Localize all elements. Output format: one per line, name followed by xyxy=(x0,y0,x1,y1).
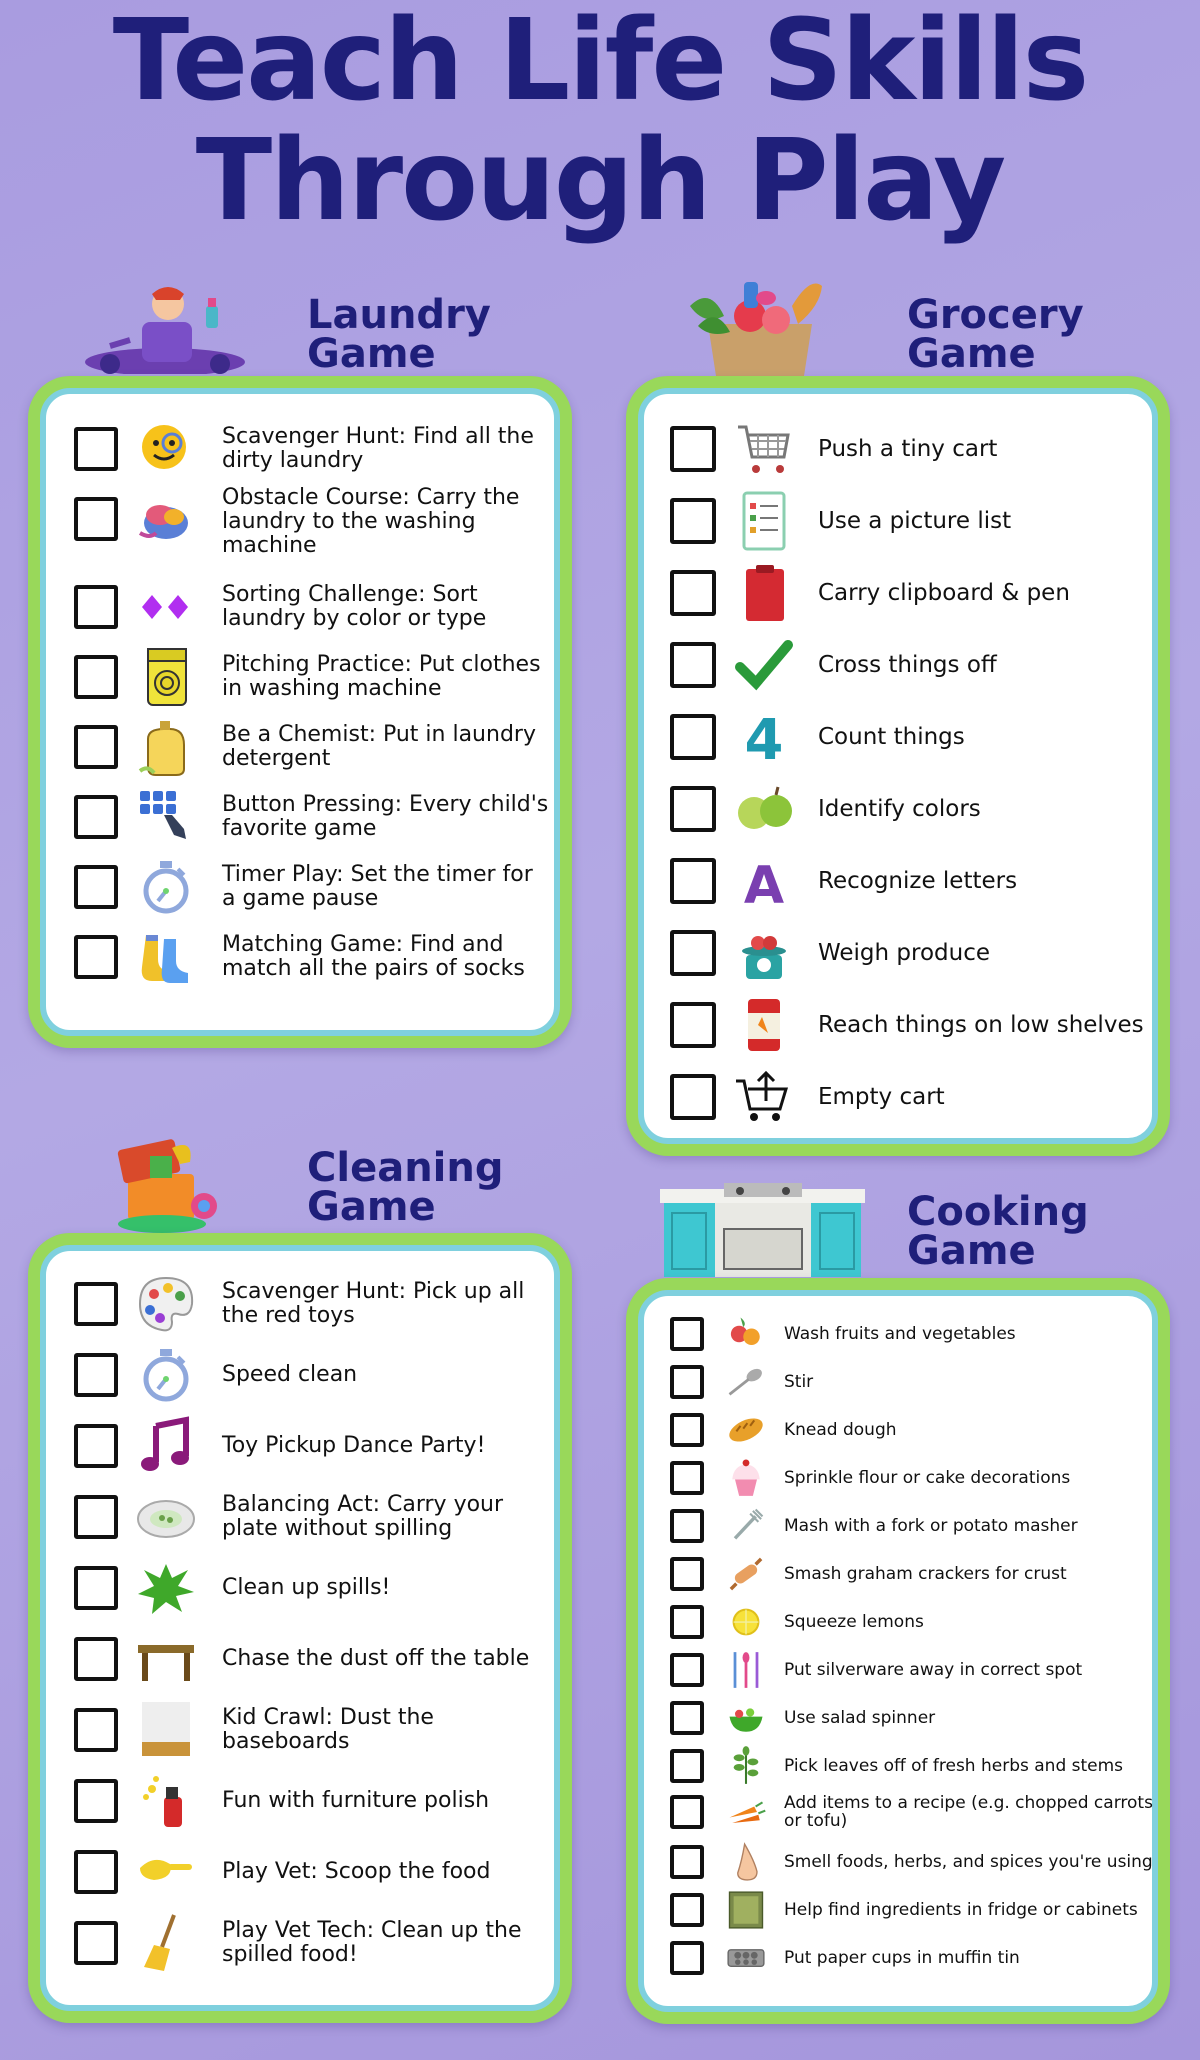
laundry-checkbox[interactable] xyxy=(74,725,118,769)
cooking-item-label: Wash fruits and vegetables xyxy=(784,1324,1016,1344)
cleaning-checkbox[interactable] xyxy=(74,1424,118,1468)
cooking-item-label: Knead dough xyxy=(784,1420,897,1440)
laundry-item xyxy=(46,416,554,482)
laundry-checkbox[interactable] xyxy=(74,935,118,979)
cleaning-item xyxy=(46,1555,554,1621)
cooking-item xyxy=(644,1790,1152,1834)
rolling-pin-icon xyxy=(724,1552,768,1596)
fork-icon xyxy=(724,1504,768,1548)
paint-palette-icon xyxy=(134,1272,198,1336)
laundry-item-label: Button Pressing: Every child's favorite game xyxy=(222,792,549,841)
cooking-checkbox[interactable] xyxy=(670,1509,704,1543)
grocery-checkbox[interactable] xyxy=(670,498,716,544)
cleaning-item-label: Play Vet: Scoop the food xyxy=(222,1859,491,1884)
grocery-item xyxy=(644,704,1152,770)
laundry-item xyxy=(46,714,554,780)
table-icon xyxy=(134,1627,198,1691)
cooking-checkbox[interactable] xyxy=(670,1365,704,1399)
cooking-item-label: Smash graham crackers for crust xyxy=(784,1564,1067,1584)
cooking-checkbox[interactable] xyxy=(670,1557,704,1591)
cooking-item xyxy=(644,1888,1152,1932)
laundry-item xyxy=(46,924,554,990)
cooking-checklist-card xyxy=(638,1290,1158,2012)
letter-a-icon xyxy=(732,849,796,913)
toy-box-illustration xyxy=(110,1134,222,1234)
grocery-title-line-2: Game xyxy=(907,331,1036,377)
smiley-magnifier-icon xyxy=(134,417,198,481)
page-title-line-2: Through Play xyxy=(195,116,1005,246)
cooking-checkbox[interactable] xyxy=(670,1845,704,1879)
clipboard-icon xyxy=(732,561,796,625)
socks-icon xyxy=(134,925,198,989)
cleaning-checkbox[interactable] xyxy=(74,1921,118,1965)
timer-icon xyxy=(134,855,198,919)
washing-machine-icon xyxy=(134,645,198,709)
laundry-item-label: Sorting Challenge: Sort laundry by color or type xyxy=(222,582,487,631)
cleaning-checkbox[interactable] xyxy=(74,1495,118,1539)
keypad-icon xyxy=(134,785,198,849)
cleaning-title-line-1: Cleaning xyxy=(307,1145,504,1191)
cooking-item-label: Use salad spinner xyxy=(784,1708,936,1728)
grocery-title-line-1: Grocery xyxy=(907,292,1084,338)
muffin-tin-icon xyxy=(724,1936,768,1980)
grocery-item-label: Push a tiny cart xyxy=(818,436,998,462)
cooking-item-label: Put silverware away in correct spot xyxy=(784,1660,1083,1680)
cooking-title-line-1: Cooking xyxy=(907,1189,1089,1235)
laundry-checkbox[interactable] xyxy=(74,497,118,541)
cooking-checkbox[interactable] xyxy=(670,1701,704,1735)
laundry-cart-illustration xyxy=(70,282,260,374)
grocery-item-label: Use a picture list xyxy=(818,508,1012,534)
grocery-item xyxy=(644,560,1152,626)
grocery-item-label: Weigh produce xyxy=(818,940,991,966)
laundry-item-label: Timer Play: Set the timer for a game pause xyxy=(222,862,533,911)
cooking-checkbox[interactable] xyxy=(670,1749,704,1783)
cleaning-checklist-card xyxy=(40,1245,560,2011)
laundry-pile-icon xyxy=(134,487,198,551)
cooking-item xyxy=(644,1360,1152,1404)
grocery-item xyxy=(644,776,1152,842)
cooking-item-label: Smell foods, herbs, and spices you're using xyxy=(784,1852,1153,1872)
cooking-checkbox[interactable] xyxy=(670,1941,704,1975)
cooking-checkbox[interactable] xyxy=(670,1893,704,1927)
laundry-title-line-2: Game xyxy=(307,331,436,377)
cleaning-item-label: Speed clean xyxy=(222,1362,358,1387)
cooking-item xyxy=(644,1936,1152,1980)
grocery-checkbox[interactable] xyxy=(670,714,716,760)
picture-list-icon xyxy=(732,489,796,553)
cooking-item xyxy=(644,1408,1152,1452)
cooking-checkbox[interactable] xyxy=(670,1795,704,1829)
laundry-item-label: Obstacle Course: Carry the laundry to the washing machine xyxy=(222,485,520,558)
cleaning-checkbox[interactable] xyxy=(74,1566,118,1610)
bread-icon xyxy=(724,1408,768,1452)
cooking-checkbox[interactable] xyxy=(670,1605,704,1639)
cooking-item-label: Stir xyxy=(784,1372,814,1392)
laundry-checkbox[interactable] xyxy=(74,655,118,699)
grocery-item xyxy=(644,1064,1152,1130)
detergent-jug-icon xyxy=(134,715,198,779)
cleaning-item-label: Balancing Act: Carry your plate without spilling xyxy=(222,1492,504,1541)
splat-icon xyxy=(134,1556,198,1620)
cleaning-item-label: Play Vet Tech: Clean up the spilled food! xyxy=(222,1918,522,1967)
lemon-icon xyxy=(724,1600,768,1644)
cleaning-item xyxy=(46,1342,554,1408)
grocery-checkbox[interactable] xyxy=(670,1074,716,1120)
cooking-item-label: Pick leaves off of fresh herbs and stems xyxy=(784,1756,1124,1776)
cleaning-item xyxy=(46,1626,554,1692)
shopping-cart-icon xyxy=(732,417,796,481)
plate-icon xyxy=(134,1485,198,1549)
laundry-checkbox[interactable] xyxy=(74,427,118,471)
cooking-item xyxy=(644,1456,1152,1500)
grocery-checklist-card xyxy=(638,388,1158,1144)
grocery-item xyxy=(644,848,1152,914)
cleaning-item-label: Fun with furniture polish xyxy=(222,1788,490,1813)
cleaning-checkbox[interactable] xyxy=(74,1353,118,1397)
fruit-icon xyxy=(724,1312,768,1356)
cooking-item-label: Squeeze lemons xyxy=(784,1612,924,1632)
laundry-checkbox[interactable] xyxy=(74,585,118,629)
grocery-checkbox[interactable] xyxy=(670,858,716,904)
grocery-checkbox[interactable] xyxy=(670,570,716,616)
grocery-item-label: Identify colors xyxy=(818,796,981,822)
cooking-item-label: Mash with a fork or potato masher xyxy=(784,1516,1078,1536)
cleaning-item-label: Kid Crawl: Dust the baseboards xyxy=(222,1705,434,1754)
herbs-icon xyxy=(724,1744,768,1788)
grocery-item-label: Empty cart xyxy=(818,1084,945,1110)
cooking-item xyxy=(644,1696,1152,1740)
scoop-icon xyxy=(134,1840,198,1904)
grocery-item-label: Count things xyxy=(818,724,965,750)
laundry-item xyxy=(46,644,554,710)
nose-icon xyxy=(724,1840,768,1884)
cooking-item xyxy=(644,1552,1152,1596)
cleaning-item-label: Clean up spills! xyxy=(222,1575,391,1600)
laundry-item-label: Pitching Practice: Put clothes in washing machine xyxy=(222,652,541,701)
cleaning-item xyxy=(46,1271,554,1337)
spray-bottle-icon xyxy=(134,1769,198,1833)
cooking-item xyxy=(644,1600,1152,1644)
laundry-checkbox[interactable] xyxy=(74,795,118,839)
cooking-item xyxy=(644,1504,1152,1548)
laundry-item xyxy=(46,784,554,850)
cleaning-item-label: Chase the dust off the table xyxy=(222,1646,530,1671)
laundry-item-label: Scavenger Hunt: Find all the dirty laundry xyxy=(222,424,534,473)
cooking-item xyxy=(644,1840,1152,1884)
canned-food-icon xyxy=(732,993,796,1057)
apples-icon xyxy=(732,777,796,841)
svg-text:A: A xyxy=(743,856,785,913)
cleaning-checkbox[interactable] xyxy=(74,1779,118,1823)
cleaning-item xyxy=(46,1697,554,1763)
page-title-line-1: Teach Life Skills xyxy=(112,0,1088,126)
grocery-item xyxy=(644,632,1152,698)
cooking-item xyxy=(644,1648,1152,1692)
cart-unload-icon xyxy=(732,1065,796,1129)
grocery-checkbox[interactable] xyxy=(670,1002,716,1048)
cleaning-item-label: Toy Pickup Dance Party! xyxy=(222,1433,486,1458)
grocery-checkbox[interactable] xyxy=(670,930,716,976)
laundry-item xyxy=(46,854,554,920)
cupcake-icon xyxy=(724,1456,768,1500)
laundry-item-label: Matching Game: Find and match all the pairs of socks xyxy=(222,932,525,981)
grocery-bag-illustration xyxy=(680,276,840,376)
cooking-item-label: Put paper cups in muffin tin xyxy=(784,1948,1020,1968)
broom-icon xyxy=(134,1911,198,1975)
cooking-item-label: Sprinkle flour or cake decorations xyxy=(784,1468,1071,1488)
timer-icon xyxy=(134,1343,198,1407)
cleaning-checkbox[interactable] xyxy=(74,1708,118,1752)
laundry-title-line-1: Laundry xyxy=(307,292,491,338)
grocery-checkbox[interactable] xyxy=(670,426,716,472)
laundry-item xyxy=(46,485,554,558)
salad-icon xyxy=(724,1696,768,1740)
carrots-icon xyxy=(724,1790,768,1834)
svg-text:4: 4 xyxy=(744,708,784,769)
grocery-item xyxy=(644,920,1152,986)
grocery-item xyxy=(644,416,1152,482)
cleaning-item xyxy=(46,1910,554,1976)
cooking-checkbox[interactable] xyxy=(670,1461,704,1495)
checkmark-icon xyxy=(732,633,796,697)
cooking-checkbox[interactable] xyxy=(670,1653,704,1687)
kitchen-counter-illustration xyxy=(660,1183,865,1279)
cleaning-item xyxy=(46,1413,554,1479)
cooking-item-label: Help find ingredients in fridge or cabinets xyxy=(784,1900,1138,1920)
purple-diamonds-icon xyxy=(134,575,198,639)
grocery-checkbox[interactable] xyxy=(670,642,716,688)
laundry-item-label: Be a Chemist: Put in laundry detergent xyxy=(222,722,536,771)
laundry-checkbox[interactable] xyxy=(74,865,118,909)
cleaning-item xyxy=(46,1768,554,1834)
grocery-item-label: Recognize letters xyxy=(818,868,1018,894)
music-note-icon xyxy=(134,1414,198,1478)
baseboard-icon xyxy=(134,1698,198,1762)
cooking-item xyxy=(644,1744,1152,1788)
silverware-icon xyxy=(724,1648,768,1692)
cooking-item xyxy=(644,1312,1152,1356)
cooking-title-line-2: Game xyxy=(907,1228,1036,1274)
cleaning-title-line-2: Game xyxy=(307,1184,436,1230)
laundry-item xyxy=(46,574,554,640)
grocery-item-label: Cross things off xyxy=(818,652,997,678)
cabinet-icon xyxy=(724,1888,768,1932)
laundry-checklist-card xyxy=(40,388,560,1036)
cleaning-item xyxy=(46,1839,554,1905)
scale-icon xyxy=(732,921,796,985)
number-four-icon xyxy=(732,705,796,769)
grocery-item-label: Carry clipboard & pen xyxy=(818,580,1070,606)
cleaning-item-label: Scavenger Hunt: Pick up all the red toys xyxy=(222,1279,525,1328)
grocery-item xyxy=(644,992,1152,1058)
cooking-item-label: Add items to a recipe (e.g. chopped carrots or tofu) xyxy=(784,1793,1153,1831)
grocery-item xyxy=(644,488,1152,554)
cooking-checkbox[interactable] xyxy=(670,1413,704,1447)
cooking-checkbox[interactable] xyxy=(670,1317,704,1351)
cleaning-checkbox[interactable] xyxy=(74,1850,118,1894)
spoon-icon xyxy=(724,1360,768,1404)
grocery-item-label: Reach things on low shelves xyxy=(818,1012,1144,1038)
cleaning-item xyxy=(46,1484,554,1550)
cleaning-checkbox[interactable] xyxy=(74,1282,118,1326)
cleaning-checkbox[interactable] xyxy=(74,1637,118,1681)
grocery-checkbox[interactable] xyxy=(670,786,716,832)
